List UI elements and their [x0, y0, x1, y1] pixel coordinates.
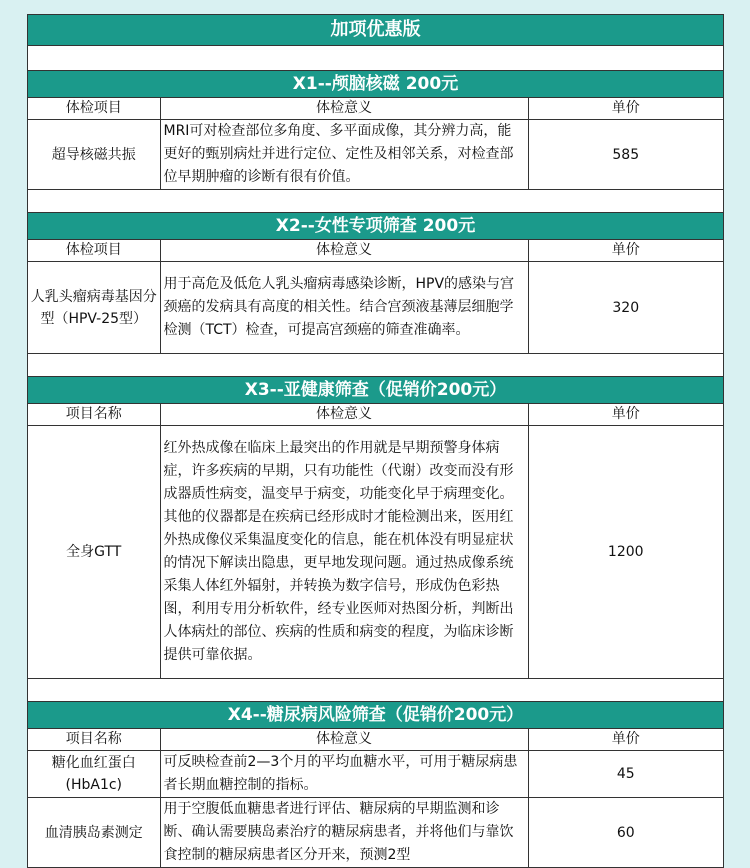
item-name: 人乳头瘤病毒基因分型（HPV-25型） — [28, 262, 160, 354]
header-item: 项目名称 — [28, 404, 160, 426]
header-meaning: 体检意义 — [160, 240, 528, 262]
section-title-x3: X3--亚健康筛查（促销价200元） — [28, 377, 723, 404]
header-price: 单价 — [528, 98, 723, 120]
price-sheet — [27, 14, 724, 868]
header-row — [28, 404, 723, 426]
table-x2 — [28, 240, 723, 354]
item-meaning: 红外热成像在临床上最突出的作用就是早期预警身体病症，许多疾病的早期，只有功能性（代谢）改变而没有形成器质性病变，温变早于病变，功能变化早于病理变化。其他的仪器都是在疾病已经形成时才能检测出来，医用红外热成像仪采集温度变化的信息，能在机体没有明显症状的情况下解读出隐患，更早地发现问题。通过热成像系统采集人体红外辐射，并转换为数字信号，形成伪色彩热图，利用专用分析软件，经专业医师对热图分析，判断出人体病灶的部位、疾病的性质和病变的程度，为临床诊断提供可靠依据。 — [160, 426, 528, 679]
header-row — [28, 729, 723, 751]
item-meaning: 用于空腹低血糖患者进行评估、糖尿病的早期监测和诊断、确认需要胰岛素治疗的糖尿病患者，并将他们与靠饮食控制的糖尿病患者区分开来，预测2型 — [160, 798, 528, 868]
header-row — [28, 240, 723, 262]
item-price: 60 — [528, 798, 723, 868]
item-meaning: MRI可对检查部位多角度、多平面成像，其分辨力高，能更好的甄别病灶并进行定位、定性及相邻关系，对检查部位早期肿瘤的诊断有很有价值。 — [160, 120, 528, 190]
item-name: 血清胰岛素测定 — [28, 798, 160, 868]
header-row — [28, 98, 723, 120]
item-price: 45 — [528, 751, 723, 798]
header-price: 单价 — [528, 729, 723, 751]
spacer — [28, 190, 723, 213]
header-meaning: 体检意义 — [160, 729, 528, 751]
item-meaning: 用于高危及低危人乳头瘤病毒感染诊断，HPV的感染与宫颈癌的发病具有高度的相关性。结合宫颈液基薄层细胞学检测（TCT）检查，可提高宫颈癌的筛查准确率。 — [160, 262, 528, 354]
spacer — [28, 46, 723, 71]
header-item: 体检项目 — [28, 98, 160, 120]
item-name: 超导核磁共振 — [28, 120, 160, 190]
header-price: 单价 — [528, 404, 723, 426]
table-row — [28, 262, 723, 354]
table-x3 — [28, 404, 723, 679]
section-title-x1: X1--颅脑核磁 200元 — [28, 71, 723, 98]
header-meaning: 体检意义 — [160, 98, 528, 120]
header-item: 项目名称 — [28, 729, 160, 751]
item-name: 糖化血红蛋白(HbA1c) — [28, 751, 160, 798]
page-title: 加项优惠版 — [28, 15, 723, 46]
table-row — [28, 426, 723, 679]
item-price: 585 — [528, 120, 723, 190]
table-row — [28, 751, 723, 798]
spacer — [28, 679, 723, 702]
section-title-x2: X2--女性专项筛查 200元 — [28, 213, 723, 240]
item-price: 320 — [528, 262, 723, 354]
header-meaning: 体检意义 — [160, 404, 528, 426]
table-x4 — [28, 729, 723, 868]
item-price: 1200 — [528, 426, 723, 679]
item-meaning: 可反映检查前2—3个月的平均血糖水平，可用于糖尿病患者长期血糖控制的指标。 — [160, 751, 528, 798]
table-row — [28, 120, 723, 190]
section-title-x4: X4--糖尿病风险筛查（促销价200元） — [28, 702, 723, 729]
table-row — [28, 798, 723, 868]
item-name: 全身GTT — [28, 426, 160, 679]
spacer — [28, 354, 723, 377]
table-x1 — [28, 98, 723, 190]
header-item: 体检项目 — [28, 240, 160, 262]
header-price: 单价 — [528, 240, 723, 262]
